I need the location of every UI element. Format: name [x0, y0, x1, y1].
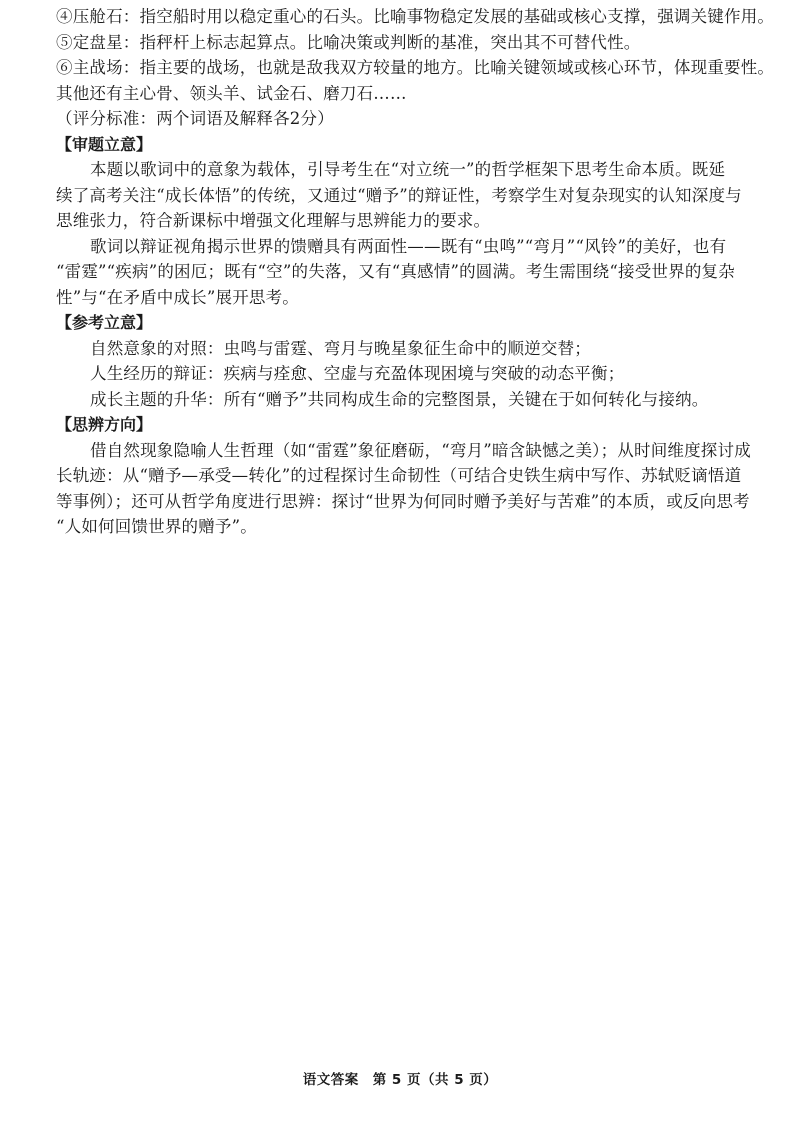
paragraph-line: “雷霆”“疾病”的困厄；既有“空”的失落，又有“真感情”的圆满。考生需围绕“接受世界的复杂: [56, 262, 735, 281]
paragraph-line: 人生经历的辩证：疾病与痊愈、空虚与充盈体现困境与突破的动态平衡；: [90, 364, 625, 383]
word-item-ballast-stone: ④压舱石：指空船时用以稳定重心的石头。比喻事物稳定发展的基础或核心支撑，强调关键作用。: [56, 7, 775, 26]
section-thinking-direction: [56, 412, 776, 540]
paragraph-line: 本题以歌词中的意象为载体，引导考生在“对立统一”的哲学框架下思考生命本质。既延: [90, 160, 726, 179]
paragraph-line: 思维张力，符合新课标中增强文化理解与思辨能力的要求。: [56, 211, 491, 230]
section-heading: 【审题立意】: [56, 134, 153, 154]
paragraph-line: 借自然现象隐喻人生哲理（如“雷霆”象征磨砺，“弯月”暗含缺憾之美）；从时间维度探讨成: [90, 440, 751, 460]
section-heading: 【思辨方向】: [56, 415, 153, 434]
document-body: [56, 4, 776, 540]
paragraph: [56, 438, 776, 540]
section-heading: 【参考立意】: [56, 313, 153, 332]
word-list: [56, 4, 776, 132]
word-item-main-battlefield: ⑥主战场：指主要的战场，也就是敌我双方较量的地方。比喻关键领域或核心环节，体现重要性。: [56, 58, 775, 77]
paragraph-line: 歌词以辩证视角揭示世界的馈赠具有两面性——既有“虫鸣”“弯月”“风铃”的美好，也有: [90, 236, 727, 256]
paragraph-line: 等事例）；还可从哲学角度进行思辨：探讨“世界为何同时赠予美好与苦难”的本质，或反向思考: [56, 491, 750, 511]
word-item-fixed-star: ⑤定盘星：指秤杆上标志起算点。比喻决策或判断的基准，突出其不可替代性。: [56, 32, 641, 52]
page-footer: 语文答案 第 5 页（共 5 页）: [302, 1072, 498, 1088]
paragraph-line: 续了高考关注“成长体悟”的传统，又通过“赠予”的辩证性，考察学生对复杂现实的认知深度与: [56, 185, 742, 205]
paragraph-line: 性”与“在矛盾中成长”展开思考。: [56, 287, 300, 307]
scoring-standard: （评分标准：两个词语及解释各2分）: [56, 109, 334, 128]
paragraph: [56, 157, 776, 234]
section-topic-analysis: [56, 132, 776, 311]
paragraph-line: 自然意象的对照：虫鸣与雷霆、弯月与晚星象征生命中的顺逆交替；: [90, 338, 591, 358]
word-item-others: 其他还有主心骨、领头羊、试金石、磨刀石……: [56, 83, 407, 103]
section-reference-themes: [56, 310, 776, 412]
paragraph-line: “人如何回馈世界的赠予”。: [56, 517, 257, 536]
paragraph-line: 成长主题的升华：所有“赠予”共同构成生命的完整图景，关键在于如何转化与接纳。: [90, 389, 709, 409]
paragraph-line: 长轨迹：从“赠予—承受—转化”的过程探讨生命韧性（可结合史铁生病中写作、苏轼贬谪悟道: [56, 466, 742, 485]
paragraph: [56, 234, 776, 311]
